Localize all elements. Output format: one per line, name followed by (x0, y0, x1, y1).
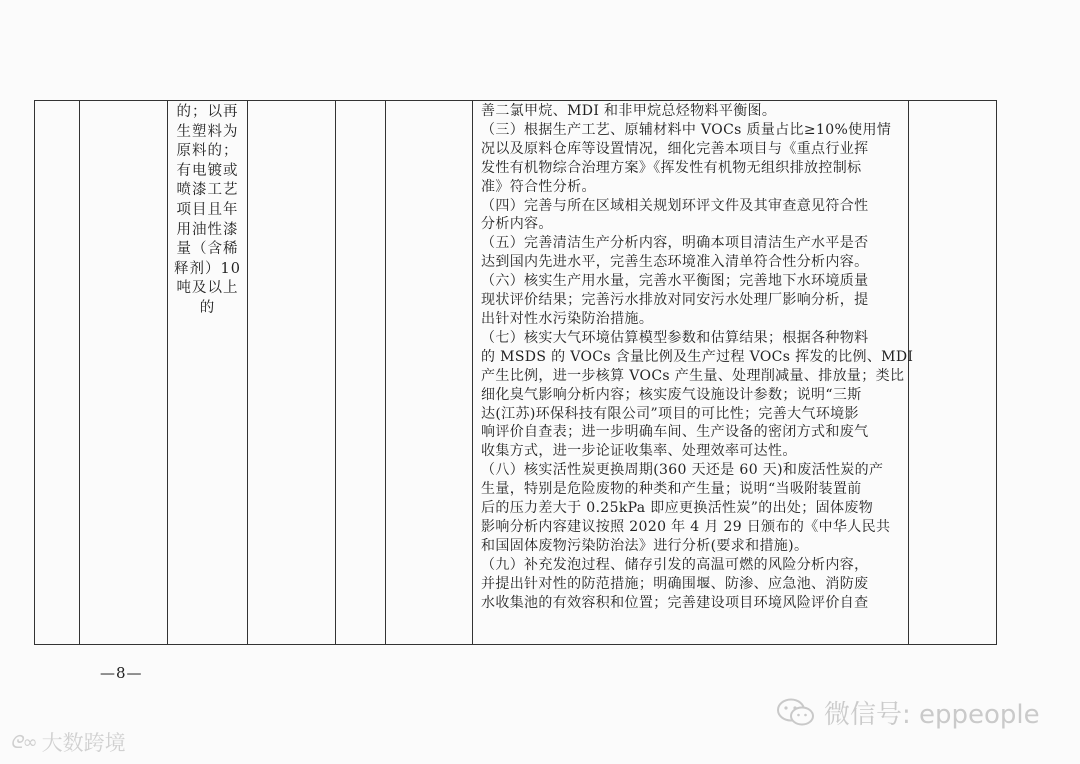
opinion-line: 响评价自查表；进一步明确车间、生产设备的密闭方式和废气 (481, 424, 869, 441)
opinion-line: （六）核实生产用水量，完善水平衡图；完善地下水环境质量 (481, 273, 869, 290)
opinion-line: 出针对性水污染防治措施。 (481, 310, 654, 327)
opinion-line: 并提出针对性的防范措施；明确围堰、防渗、应急池、消防废 (481, 575, 869, 592)
cell-review-opinions (473, 101, 914, 645)
wechat-icon (776, 697, 816, 729)
review-table (34, 100, 997, 645)
cell-col1 (35, 101, 80, 645)
opinion-line: 影响分析内容建议按照 2020 年 4 月 29 日颁布的《中华人民共 (481, 518, 891, 535)
scope-line: 用油性漆 (176, 221, 239, 238)
scope-line: 喷漆工艺 (176, 182, 239, 199)
opinion-line: （三）根据生产工艺、原辅材料中 VOCs 质量占比≥10%使用情 (481, 121, 892, 138)
opinion-line: 达到国内先进水平，完善生态环境准入清单符合性分析内容。 (481, 254, 869, 271)
scope-line: 项目且年 (176, 201, 239, 218)
scope-line: 释剂）10 (174, 260, 241, 277)
opinion-line: 细化臭气影响分析内容；核实废气设施设计参数；说明“三斯 (481, 386, 862, 403)
opinion-line: 准》符合性分析。 (481, 178, 596, 195)
cell-scope (168, 101, 248, 645)
cell-col6 (386, 101, 473, 645)
scope-line: 的；以再 (176, 104, 239, 120)
table-row (35, 101, 997, 645)
opinion-line: 善二氯甲烷、MDI 和非甲烷总烃物料平衡图。 (481, 103, 777, 119)
cell-col2 (80, 101, 168, 645)
opinion-line: 分析内容。 (481, 216, 553, 233)
scope-line: 生塑料为 (176, 123, 239, 140)
watermark-left (10, 727, 126, 757)
opinion-line: 后的压力差大于 0.25kPa 即应更换活性炭”的出处；固体废物 (481, 500, 874, 517)
opinion-line: 生量，特别是危险废物的种类和产生量；说明“当吸附装置前 (481, 481, 862, 498)
opinion-line: （七）核实大气环境估算模型参数和估算结果；根据各种物料 (481, 329, 869, 346)
cell-col8 (909, 101, 997, 645)
opinion-line: 和国固体废物污染防治法》进行分析(要求和措施)。 (481, 537, 809, 554)
scope-line: 原料的； (176, 143, 239, 160)
watermark-right (776, 694, 1040, 731)
opinion-line: 产生比例，进一步核算 VOCs 产生量、处理削减量、排放量；类比 (481, 367, 905, 384)
page-number: —8— (100, 664, 143, 682)
opinion-line: （五）完善清洁生产分析内容，明确本项目清洁生产水平是否 (481, 235, 869, 252)
scope-line: 有电镀或 (176, 162, 239, 179)
opinion-line: 水收集池的有效容积和位置；完善建设项目环境风险评价自查 (481, 594, 869, 611)
opinion-line: （四）完善与所在区域相关规划环评文件及其审查意见符合性 (481, 197, 869, 214)
scope-line: 吨及以上 (176, 280, 239, 297)
opinion-line: 收集方式，进一步论证收集率、处理效率可达性。 (481, 443, 797, 460)
scope-line: 的 (199, 299, 216, 316)
cell-col4 (248, 101, 336, 645)
opinion-line: 现状评价结果；完善污水排放对同安污水处理厂影响分析，提 (481, 292, 869, 309)
scope-line: 量（含稀 (176, 241, 239, 258)
brand-logo-icon: ᘓ∞ (10, 731, 38, 753)
opinion-line: 发性有机物综合治理方案》《挥发性有机物无组织排放控制标 (481, 159, 862, 176)
opinion-line: 况以及原料仓库等设置情况，细化完善本项目与《重点行业挥 (481, 140, 869, 157)
opinion-line: 达(江苏)环保科技有限公司”项目的可比性；完善大气环境影 (481, 405, 859, 422)
opinion-line: （九）补充发泡过程、储存引发的高温可燃的风险分析内容， (481, 556, 869, 573)
cell-col5 (336, 101, 386, 645)
opinion-line: （八）核实活性炭更换周期(360 天还是 60 天)和废活性炭的产 (481, 462, 884, 479)
watermark-left-text: 大数跨境 (41, 731, 126, 755)
watermark-right-text: 微信号: eppeople (824, 700, 1040, 730)
opinion-line: 的 MSDS 的 VOCs 含量比例及生产过程 VOCs 挥发的比例、MDI (481, 348, 914, 365)
